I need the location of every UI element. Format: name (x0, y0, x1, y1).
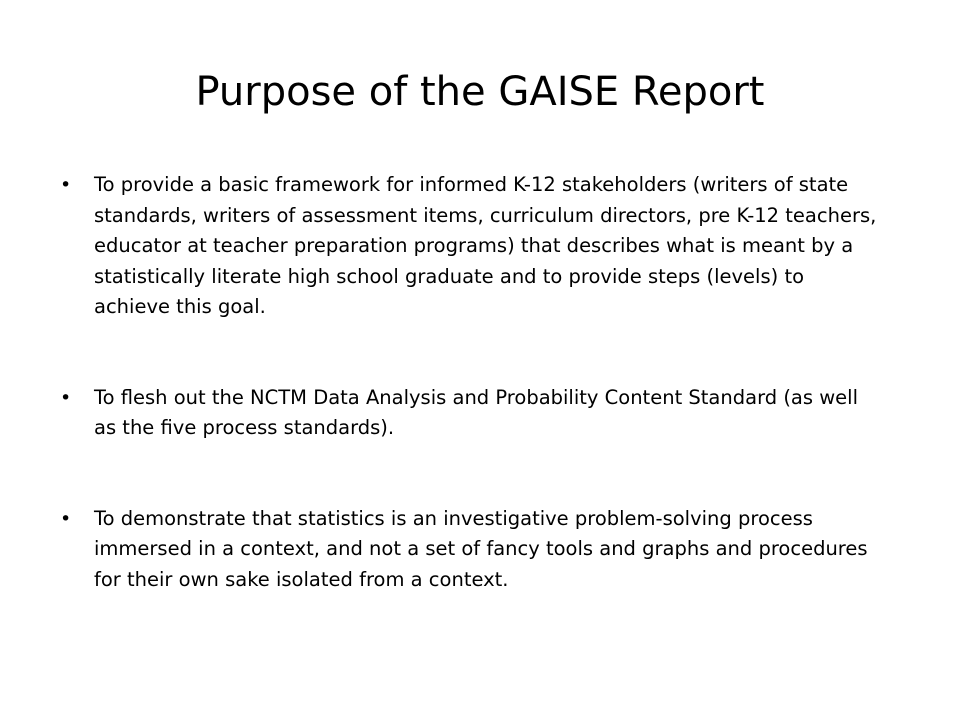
bullet-list (60, 170, 880, 595)
slide-title: Purpose of the GAISE Report (195, 69, 765, 115)
bullet-text: To demonstrate that statistics is an investigative problem-solving process immersed in a context, and not a set of fancy tools and graphs and procedures for their own sake isolated from a context. (94, 506, 868, 591)
bullet-icon: • (60, 386, 72, 409)
bullet-text: To flesh out the NCTM Data Analysis and Probability Content Standard (as well as the five process standards). (94, 385, 859, 439)
bullet-icon: • (60, 174, 72, 196)
bullet-text: To provide a basic framework for informed K-12 stakeholders (writers of state standards, writers of assessment items, curriculum directors, pre K-12 teachers, educator at teacher preparation programs) that describes what is meant by a statistically literate high school graduate and to provide steps (levels) to achieve this goal. (94, 173, 877, 318)
bullet-icon: • (60, 507, 72, 530)
bullet-item-investigative (60, 504, 880, 596)
bullet-item-nctm (60, 383, 880, 444)
bullet-item-framework (60, 170, 880, 323)
